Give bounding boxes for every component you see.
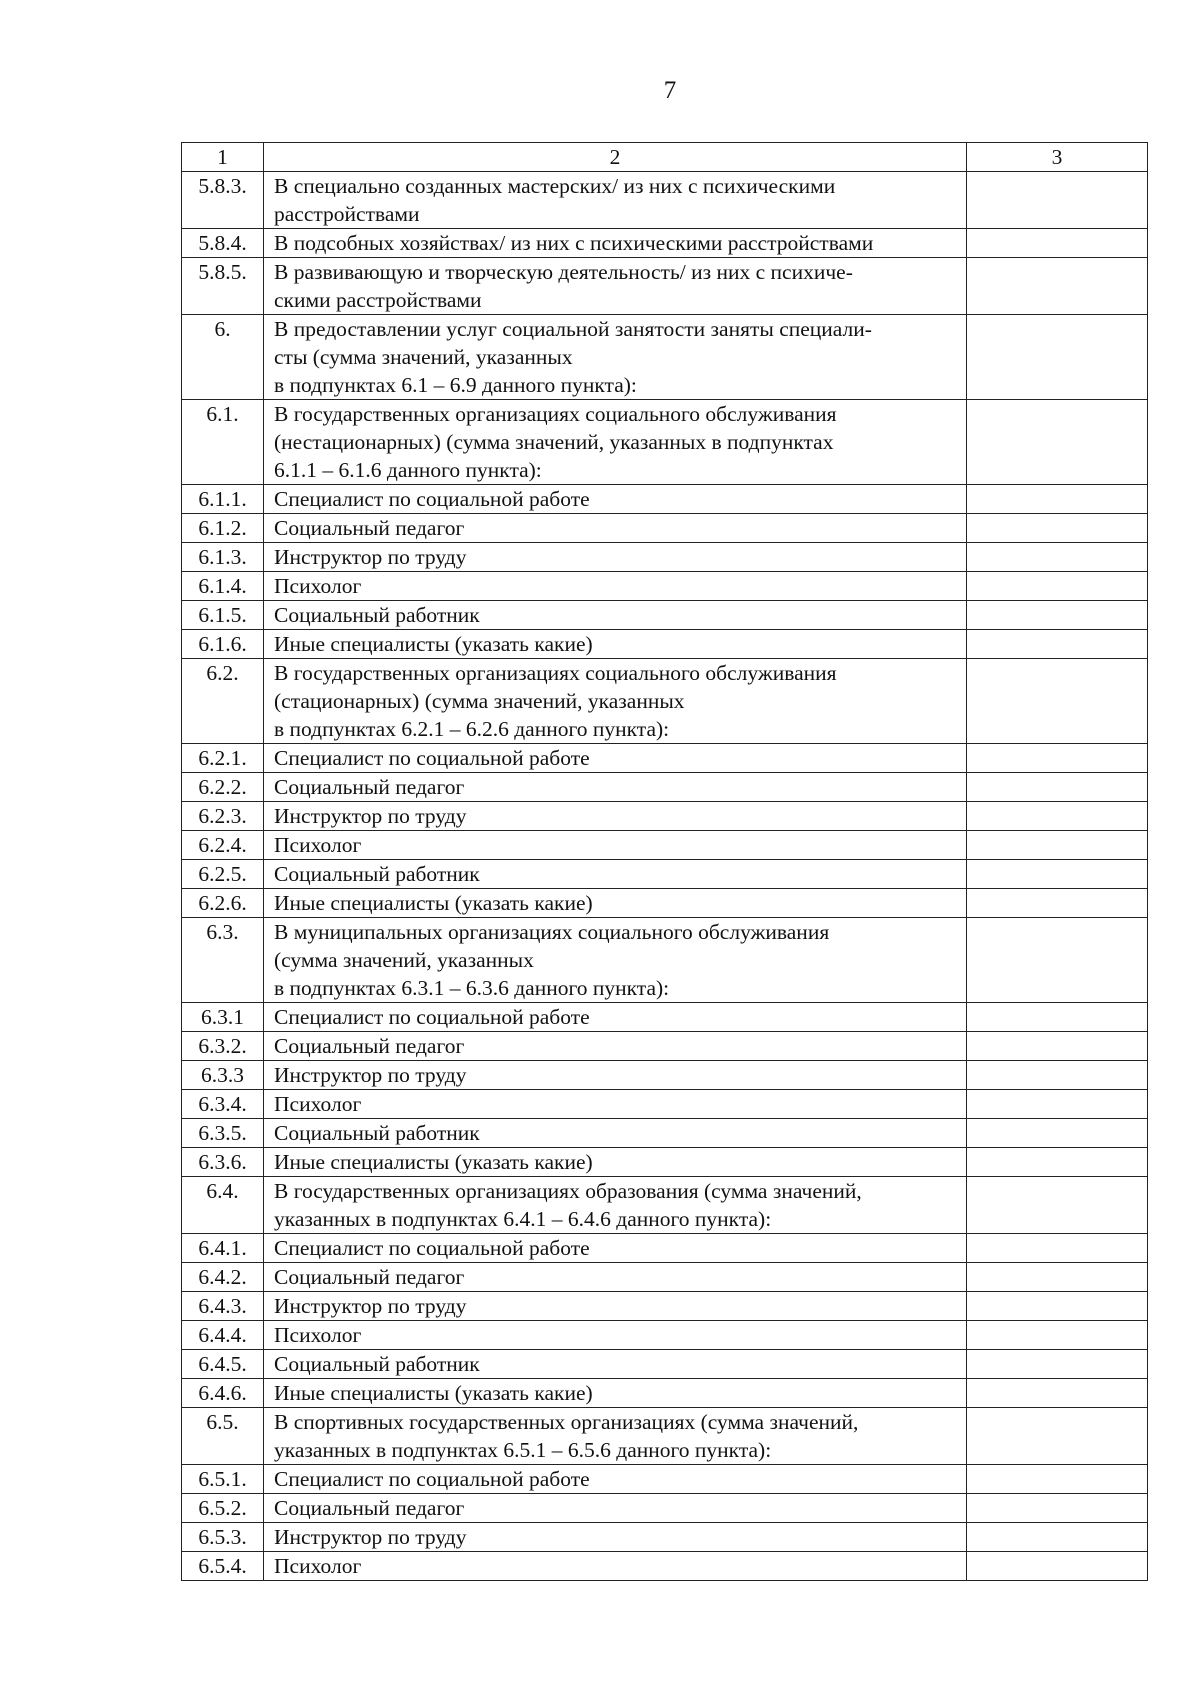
value-cell[interactable]	[967, 1379, 1148, 1408]
item-number: 6.1.4.	[182, 572, 264, 601]
description-line: Специалист по социальной работе	[274, 1236, 590, 1260]
value-cell[interactable]	[967, 1494, 1148, 1523]
item-number: 6.2.	[182, 659, 264, 744]
item-number: 6.2.3.	[182, 802, 264, 831]
table-row	[182, 889, 1148, 918]
item-number: 5.8.3.	[182, 172, 264, 229]
item-number: 6.1.6.	[182, 630, 264, 659]
description-line: Инструктор по труду	[274, 1525, 467, 1549]
item-number: 6.4.	[182, 1177, 264, 1234]
description-line: Социальный педагог	[274, 775, 465, 799]
description-line: В предоставлении услуг социальной занятости заняты специали-	[274, 317, 872, 341]
item-number: 6.3.	[182, 918, 264, 1003]
value-cell[interactable]	[967, 773, 1148, 802]
description-line: скими расстройствами	[274, 288, 482, 312]
table-row	[182, 1090, 1148, 1119]
description-line: Специалист по социальной работе	[274, 487, 590, 511]
item-description	[264, 802, 967, 831]
description-line: сты (сумма значений, указанных	[274, 345, 573, 369]
table-row	[182, 831, 1148, 860]
table-row	[182, 229, 1148, 258]
item-number: 6.1.3.	[182, 543, 264, 572]
table-row	[182, 773, 1148, 802]
table-row	[182, 1263, 1148, 1292]
table-row	[182, 601, 1148, 630]
item-number: 6.2.1.	[182, 744, 264, 773]
table-row	[182, 1032, 1148, 1061]
value-cell[interactable]	[967, 1408, 1148, 1465]
column-number-1: 1	[182, 143, 264, 172]
value-cell[interactable]	[967, 831, 1148, 860]
item-number: 6.4.6.	[182, 1379, 264, 1408]
value-cell[interactable]	[967, 1465, 1148, 1494]
value-cell[interactable]	[967, 1090, 1148, 1119]
item-description	[264, 1148, 967, 1177]
description-line: указанных в подпунктах 6.4.1 – 6.4.6 данного пункта):	[274, 1207, 772, 1231]
item-description	[264, 601, 967, 630]
item-description	[264, 258, 967, 315]
description-line: Психолог	[274, 574, 362, 598]
value-cell[interactable]	[967, 1321, 1148, 1350]
value-cell[interactable]	[967, 889, 1148, 918]
table-row	[182, 1177, 1148, 1234]
description-line: Социальный работник	[274, 862, 480, 886]
item-description	[264, 659, 967, 744]
value-cell[interactable]	[967, 1263, 1148, 1292]
value-cell[interactable]	[967, 918, 1148, 1003]
item-number: 5.8.5.	[182, 258, 264, 315]
page-number: 7	[663, 77, 677, 104]
description-line: указанных в подпунктах 6.5.1 – 6.5.6 данного пункта):	[274, 1438, 772, 1462]
item-description	[264, 1263, 967, 1292]
column-number-row	[182, 143, 1148, 172]
description-line: Иные специалисты (указать какие)	[274, 1150, 593, 1174]
description-line: Социальный педагог	[274, 1034, 465, 1058]
item-description	[264, 889, 967, 918]
value-cell[interactable]	[967, 514, 1148, 543]
item-number: 6.5.4.	[182, 1552, 264, 1581]
item-description	[264, 172, 967, 229]
item-description	[264, 1061, 967, 1090]
column-number-3: 3	[967, 143, 1148, 172]
table-row	[182, 1292, 1148, 1321]
description-line: 6.1.1 – 6.1.6 данного пункта):	[274, 458, 542, 482]
table-row	[182, 1552, 1148, 1581]
value-cell[interactable]	[967, 1350, 1148, 1379]
table-row	[182, 485, 1148, 514]
description-line: Психолог	[274, 1554, 362, 1578]
table-row	[182, 1379, 1148, 1408]
table-row	[182, 1494, 1148, 1523]
item-description	[264, 1552, 967, 1581]
item-description	[264, 1350, 967, 1379]
description-line: в подпунктах 6.3.1 – 6.3.6 данного пункта):	[274, 976, 670, 1000]
value-cell[interactable]	[967, 1292, 1148, 1321]
item-description	[264, 831, 967, 860]
value-cell[interactable]	[967, 315, 1148, 400]
item-number: 6.4.4.	[182, 1321, 264, 1350]
value-cell[interactable]	[967, 1061, 1148, 1090]
value-cell[interactable]	[967, 1177, 1148, 1234]
item-description	[264, 1177, 967, 1234]
item-number: 6.	[182, 315, 264, 400]
description-line: (нестационарных) (сумма значений, указанных в подпунктах	[274, 430, 834, 454]
value-cell[interactable]	[967, 860, 1148, 889]
table-row	[182, 400, 1148, 485]
table-row	[182, 860, 1148, 889]
table-row	[182, 1523, 1148, 1552]
description-line: Социальный педагог	[274, 516, 465, 540]
item-description	[264, 1234, 967, 1263]
table-row	[182, 918, 1148, 1003]
description-line: Социальный педагог	[274, 1496, 465, 1520]
table-row	[182, 543, 1148, 572]
item-description	[264, 1321, 967, 1350]
value-cell[interactable]	[967, 543, 1148, 572]
table-row	[182, 744, 1148, 773]
item-description	[264, 630, 967, 659]
table-row	[182, 572, 1148, 601]
table-row	[182, 172, 1148, 229]
description-line: Психолог	[274, 1323, 362, 1347]
item-description	[264, 1494, 967, 1523]
description-line: (сумма значений, указанных	[274, 948, 534, 972]
table-row	[182, 1119, 1148, 1148]
description-line: Социальный работник	[274, 1121, 480, 1145]
description-line: В государственных организациях образования (сумма значений,	[274, 1179, 862, 1203]
item-number: 6.3.2.	[182, 1032, 264, 1061]
table-row	[182, 1350, 1148, 1379]
table-row	[182, 1234, 1148, 1263]
value-cell[interactable]	[967, 400, 1148, 485]
description-line: Иные специалисты (указать какие)	[274, 1381, 593, 1405]
item-description	[264, 1119, 967, 1148]
item-description	[264, 485, 967, 514]
description-line: Социальный работник	[274, 603, 480, 627]
value-cell[interactable]	[967, 1523, 1148, 1552]
table-row	[182, 514, 1148, 543]
item-number: 5.8.4.	[182, 229, 264, 258]
item-description	[264, 229, 967, 258]
item-description	[264, 1292, 967, 1321]
item-number: 6.3.3	[182, 1061, 264, 1090]
item-description	[264, 572, 967, 601]
item-number: 6.5.1.	[182, 1465, 264, 1494]
description-line: Иные специалисты (указать какие)	[274, 891, 593, 915]
item-number: 6.3.1	[182, 1003, 264, 1032]
item-description	[264, 400, 967, 485]
description-line: В государственных организациях социального обслуживания	[274, 661, 837, 685]
value-cell[interactable]	[967, 1234, 1148, 1263]
item-description	[264, 1408, 967, 1465]
item-description	[264, 860, 967, 889]
item-number: 6.5.3.	[182, 1523, 264, 1552]
description-line: Социальный работник	[274, 1352, 480, 1376]
item-description	[264, 744, 967, 773]
item-number: 6.3.5.	[182, 1119, 264, 1148]
item-description	[264, 1090, 967, 1119]
description-line: В подсобных хозяйствах/ из них с психическими расстройствами	[274, 231, 874, 255]
item-description	[264, 1003, 967, 1032]
item-description	[264, 918, 967, 1003]
value-cell[interactable]	[967, 744, 1148, 773]
value-cell[interactable]	[967, 659, 1148, 744]
item-number: 6.2.6.	[182, 889, 264, 918]
column-number-2: 2	[264, 143, 967, 172]
description-line: (стационарных) (сумма значений, указанных	[274, 689, 685, 713]
item-description	[264, 315, 967, 400]
item-number: 6.4.1.	[182, 1234, 264, 1263]
value-cell[interactable]	[967, 1003, 1148, 1032]
table-row	[182, 258, 1148, 315]
table-row	[182, 1408, 1148, 1465]
item-number: 6.2.2.	[182, 773, 264, 802]
description-line: В государственных организациях социального обслуживания	[274, 402, 837, 426]
description-line: Иные специалисты (указать какие)	[274, 632, 593, 656]
description-line: Инструктор по труду	[274, 1063, 467, 1087]
item-description	[264, 514, 967, 543]
value-cell[interactable]	[967, 1032, 1148, 1061]
value-cell[interactable]	[967, 258, 1148, 315]
item-description	[264, 773, 967, 802]
value-cell[interactable]	[967, 1119, 1148, 1148]
item-description	[264, 1465, 967, 1494]
table-row	[182, 1465, 1148, 1494]
table-row	[182, 630, 1148, 659]
table-row	[182, 659, 1148, 744]
table-row	[182, 1061, 1148, 1090]
value-cell[interactable]	[967, 572, 1148, 601]
table-row	[182, 1321, 1148, 1350]
value-cell[interactable]	[967, 485, 1148, 514]
item-number: 6.1.1.	[182, 485, 264, 514]
item-number: 6.2.5.	[182, 860, 264, 889]
item-number: 6.2.4.	[182, 831, 264, 860]
value-cell[interactable]	[967, 630, 1148, 659]
description-line: В спортивных государственных организациях (сумма значений,	[274, 1410, 859, 1434]
table-row	[182, 1148, 1148, 1177]
item-number: 6.1.	[182, 400, 264, 485]
description-line: Социальный педагог	[274, 1265, 465, 1289]
item-description	[264, 1379, 967, 1408]
item-description	[264, 1032, 967, 1061]
value-cell[interactable]	[967, 1552, 1148, 1581]
item-number: 6.5.	[182, 1408, 264, 1465]
item-number: 6.3.6.	[182, 1148, 264, 1177]
description-line: Специалист по социальной работе	[274, 1005, 590, 1029]
item-number: 6.5.2.	[182, 1494, 264, 1523]
description-line: в подпунктах 6.2.1 – 6.2.6 данного пункта):	[274, 717, 670, 741]
table-body	[182, 143, 1148, 1581]
description-line: Психолог	[274, 833, 362, 857]
description-line: Инструктор по труду	[274, 804, 467, 828]
table-row	[182, 1003, 1148, 1032]
item-number: 6.4.5.	[182, 1350, 264, 1379]
description-line: Психолог	[274, 1092, 362, 1116]
description-line: в подпунктах 6.1 – 6.9 данного пункта):	[274, 373, 637, 397]
item-number: 6.4.3.	[182, 1292, 264, 1321]
item-number: 6.4.2.	[182, 1263, 264, 1292]
table-row	[182, 315, 1148, 400]
description-line: Специалист по социальной работе	[274, 1467, 590, 1491]
item-number: 6.1.2.	[182, 514, 264, 543]
description-line: расстройствами	[274, 202, 420, 226]
value-cell[interactable]	[967, 229, 1148, 258]
value-cell[interactable]	[967, 601, 1148, 630]
statistics-form-table	[181, 142, 1148, 1581]
item-number: 6.1.5.	[182, 601, 264, 630]
table-row	[182, 802, 1148, 831]
value-cell[interactable]	[967, 1148, 1148, 1177]
description-line: Специалист по социальной работе	[274, 746, 590, 770]
value-cell[interactable]	[967, 172, 1148, 229]
description-line: В специально созданных мастерских/ из них с психическими	[274, 174, 836, 198]
item-description	[264, 543, 967, 572]
description-line: В развивающую и творческую деятельность/ из них с психиче-	[274, 260, 853, 284]
item-description	[264, 1523, 967, 1552]
value-cell[interactable]	[967, 802, 1148, 831]
description-line: Инструктор по труду	[274, 1294, 467, 1318]
description-line: В муниципальных организациях социального обслуживания	[274, 920, 830, 944]
description-line: Инструктор по труду	[274, 545, 467, 569]
item-number: 6.3.4.	[182, 1090, 264, 1119]
